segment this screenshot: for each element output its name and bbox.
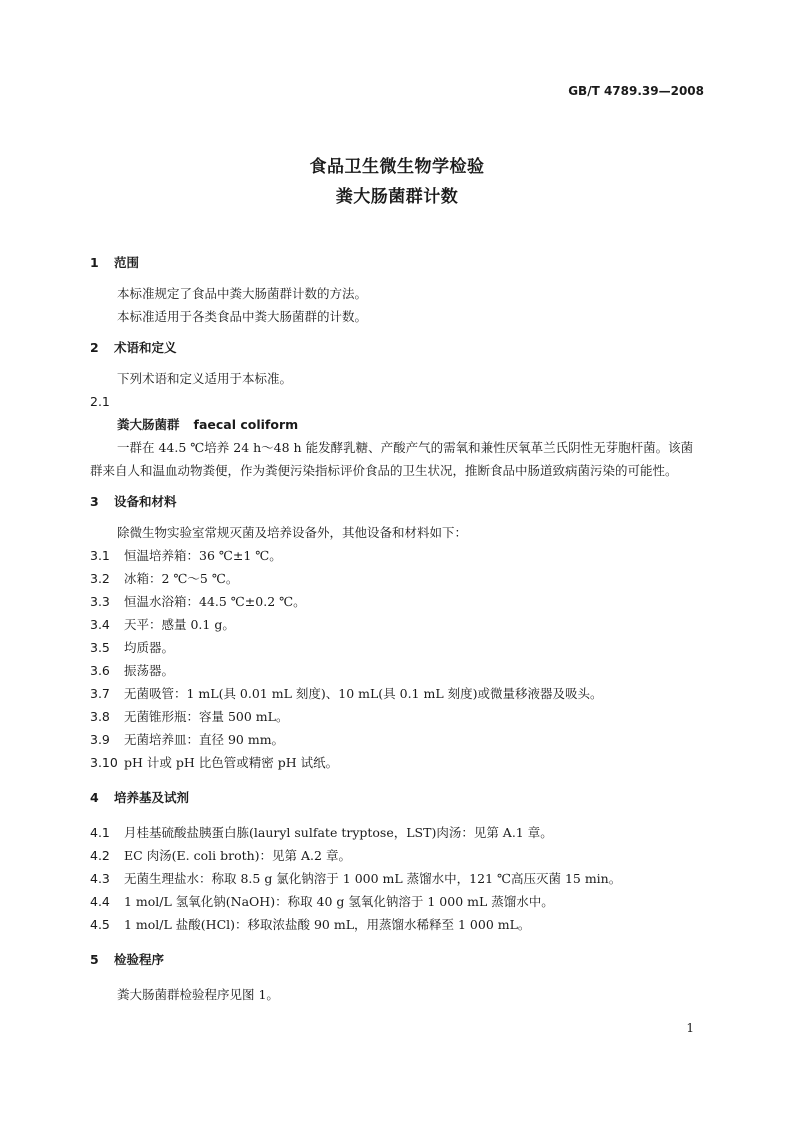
title-line-2: 粪大肠菌群计数 [335, 187, 459, 207]
section-2-heading: 2 术语和定义 [90, 340, 177, 355]
list-item: 3.2 冰箱：2 ℃～5 ℃。 [90, 571, 239, 586]
subsection-number: 2.1 [90, 394, 110, 409]
section-1-heading: 1 范围 [90, 255, 140, 270]
section-5-heading: 5 检验程序 [90, 952, 165, 967]
paragraph: 本标准规定了食品中粪大肠菌群计数的方法。 [117, 286, 368, 301]
term-chinese: 粪大肠菌群 [117, 417, 180, 432]
list-item: 3.9 无菌培养皿：直径 90 mm。 [90, 732, 285, 747]
term-definition: 一群在 44.5 ℃培养 24 h～48 h 能发酵乳糖、产酸产气的需氧和兼性厌氧革兰氏阴性无芽胞杆菌。该菌群来自人和温血动物粪便，作为粪便污染指标评价食品的卫生状况，推断食品中肠道致病菌污染的可能性。 [90, 440, 694, 478]
standard-code: GB/T 4789.39—2008 [568, 84, 704, 98]
list-item: 3.6 振荡器。 [90, 663, 175, 678]
list-item: 3.5 均质器。 [90, 640, 175, 655]
list-item: 4.4 1 mol/L 氢氧化钠(NaOH)：称取 40 g 氢氧化钠溶于 1 000 mL 蒸馏水中。 [90, 894, 554, 909]
paragraph: 本标准适用于各类食品中粪大肠菌群的计数。 [117, 309, 368, 324]
list-item: 3.10 pH 计或 pH 比色管或精密 pH 试纸。 [90, 755, 339, 770]
list-item: 3.8 无菌锥形瓶：容量 500 mL。 [90, 709, 289, 724]
section-3-heading: 3 设备和材料 [90, 494, 177, 509]
paragraph: 粪大肠菌群检验程序见图 1。 [117, 987, 279, 1002]
list-item: 4.2 EC 肉汤(E. coli broth)：见第 A.2 章。 [90, 848, 351, 863]
list-item: 4.5 1 mol/L 盐酸(HCl)：移取浓盐酸 90 mL，用蒸馏水稀释至 1 000 mL。 [90, 917, 531, 932]
title-line-1: 食品卫生微生物学检验 [309, 157, 485, 177]
list-item: 3.7 无菌吸管：1 mL(具 0.01 mL 刻度)、10 mL(具 0.1 mL 刻度)或微量移液器及吸头。 [90, 686, 603, 701]
document-body [90, 251, 704, 1006]
paragraph: 除微生物实验室常规灭菌及培养设备外，其他设备和材料如下： [117, 525, 468, 540]
list-item: 3.4 天平：感量 0.1 g。 [90, 617, 235, 632]
list-item: 4.3 无菌生理盐水：称取 8.5 g 氯化钠溶于 1 000 mL 蒸馏水中，121 ℃高压灭菌 15 min。 [90, 871, 622, 886]
term-english: faecal coliform [193, 417, 299, 432]
page-number: 1 [686, 1021, 694, 1035]
section-4-heading: 4 培养基及试剂 [90, 790, 190, 805]
paragraph: 下列术语和定义适用于本标准。 [117, 371, 293, 386]
list-item: 3.1 恒温培养箱：36 ℃±1 ℃。 [90, 548, 282, 563]
term-entry [90, 413, 704, 436]
list-item: 3.3 恒温水浴箱：44.5 ℃±0.2 ℃。 [90, 594, 306, 609]
list-item: 4.1 月桂基硫酸盐胰蛋白胨(lauryl sulfate tryptose，LST)肉汤：见第 A.1 章。 [90, 825, 553, 840]
